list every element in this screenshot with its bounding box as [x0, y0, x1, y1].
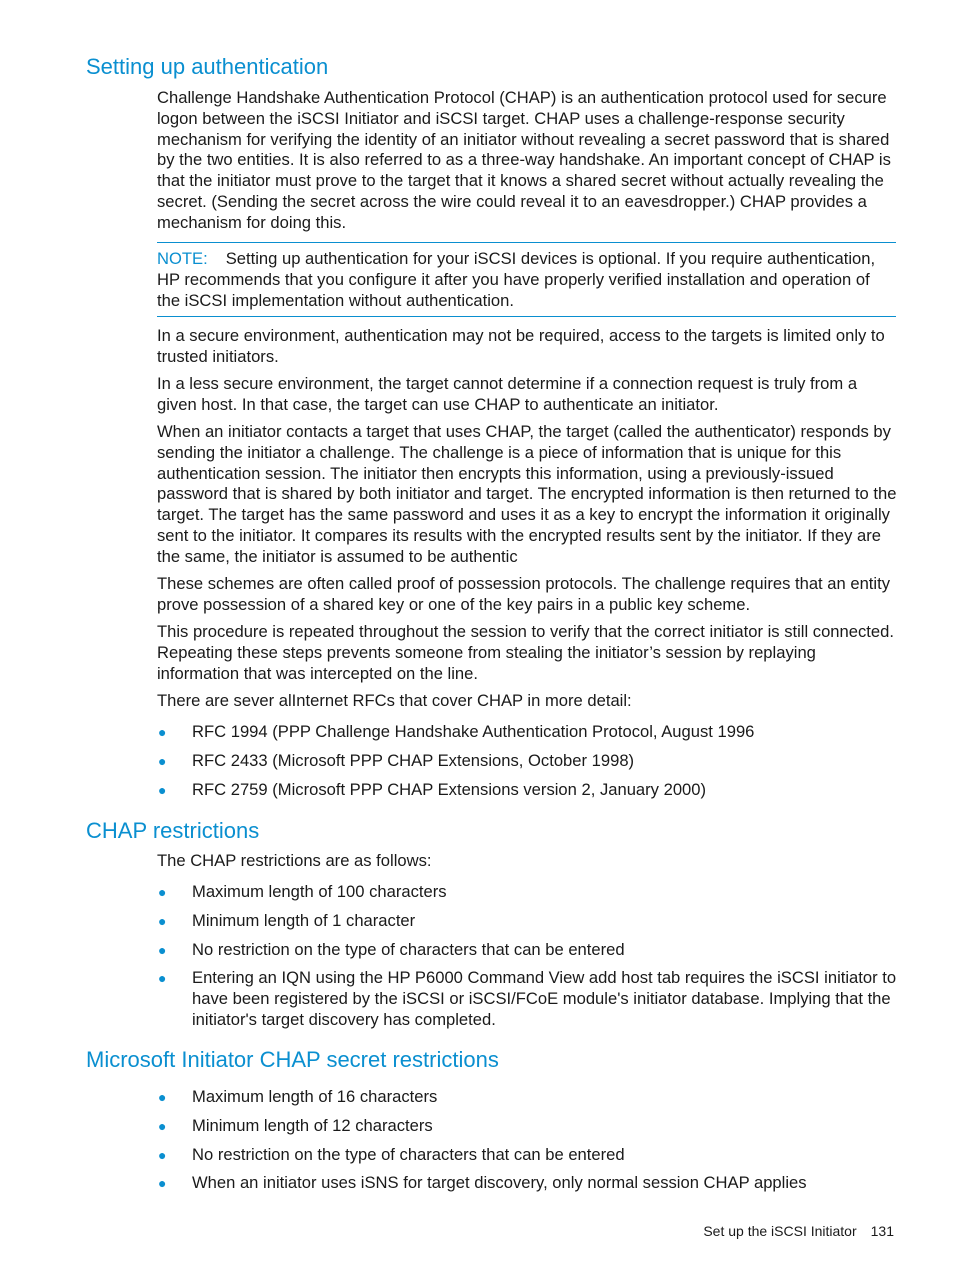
bullet-icon: ● — [158, 941, 167, 958]
list-item: ● Entering an IQN using the HP P6000 Command View add host tab requires the iSCSI initiator to have been registered by the iSCSI or iSCSI/FCoE module's initiator database. Implying that the initiator's target discovery has completed. — [158, 968, 897, 1029]
auth-paragraph-secure-env: In a secure environment, authentication may not be required, access to the targets is limited only to trusted initiators. — [157, 326, 885, 366]
list-item: ● Minimum length of 12 characters — [158, 1115, 433, 1135]
note-box — [157, 242, 896, 317]
bullet-icon: ● — [158, 752, 167, 769]
ms-restrictions-list — [157, 1087, 898, 1194]
list-item: ● No restriction on the type of characters that can be entered — [158, 939, 625, 959]
heading-setting-up-authentication: Setting up authentication — [86, 54, 329, 79]
chap-restrictions-list — [157, 882, 898, 1031]
auth-paragraph-challenge: When an initiator contacts a target that uses CHAP, the target (called the authenticator) responds by sending the initiator a challenge. The challenge is a piece of information that is unique for this authentication session. The initiator then encrypts this information, using a previously-issued password that is shared by both initiator and target. The encrypted information is then returned to the target. The target has the same password and uses it as a key to encrypt the information it originally sent to the initiator. It compares its results with the encrypted results sent by the initiator. If they are the same, the initiator is assumed to be authentic — [157, 422, 897, 566]
page-footer — [703, 1222, 894, 1240]
note-label: NOTE: — [157, 249, 208, 268]
bullet-icon: ● — [158, 1089, 167, 1105]
note-text: Setting up authentication for your iSCSI devices is optional. If you require authentication, HP recommends that you configure it after you have properly verified installation and operation of the iSCSI implementation without authentication. — [157, 249, 876, 310]
heading-microsoft-chap-secret-restrictions: Microsoft Initiator CHAP secret restrictions — [86, 1047, 499, 1072]
auth-paragraph-proof-of-possession: These schemes are often called proof of possession protocols. The challenge requires that an entity prove possession of a shared key or one of the key pairs in a public key scheme. — [157, 574, 891, 614]
bullet-icon: ● — [158, 884, 167, 900]
bullet-icon: ● — [158, 724, 167, 740]
bullet-icon: ● — [158, 1175, 167, 1192]
bullet-icon: ● — [158, 970, 167, 987]
bullet-icon: ● — [158, 912, 167, 929]
bullet-icon: ● — [158, 1146, 167, 1163]
list-item: ● RFC 1994 (PPP Challenge Handshake Authentication Protocol, August 1996 — [158, 722, 755, 741]
list-item: ● Maximum length of 100 characters — [158, 882, 447, 901]
list-item: ● RFC 2433 (Microsoft PPP CHAP Extensions, October 1998) — [158, 750, 635, 770]
list-item: ● Maximum length of 16 characters — [158, 1087, 438, 1106]
list-item: ● RFC 2759 (Microsoft PPP CHAP Extensions version 2, January 2000) — [158, 779, 707, 799]
list-item: ● Minimum length of 1 character — [158, 910, 416, 930]
page-number: 131 — [870, 1223, 894, 1239]
auth-paragraph-procedure: This procedure is repeated throughout the session to verify that the correct initiator is still connected. Repeating these steps prevents someone from stealing the initiator’s session by replaying information that was intercepted on the line. — [157, 622, 894, 683]
footer-title: Set up the iSCSI Initiator — [703, 1223, 857, 1239]
auth-paragraph-rfcs: There are sever alInternet RFCs that cover CHAP in more detail: — [157, 691, 632, 710]
list-item: ● No restriction on the type of characters that can be entered — [158, 1144, 625, 1164]
list-item: ● When an initiator uses iSNS for target discovery, only normal session CHAP applies — [158, 1173, 807, 1193]
chap-intro: The CHAP restrictions are as follows: — [157, 851, 432, 870]
heading-chap-restrictions: CHAP restrictions — [86, 818, 260, 843]
auth-intro-paragraph: Challenge Handshake Authentication Protocol (CHAP) is an authentication protocol used for secure logon between the iSCSI Initiator and iSCSI target. CHAP uses a challenge-response security mechanism for verifying the identity of an initiator without revealing a secret password that is shared by the two entities. It is also referred to as a three-way handshake. An important concept of CHAP is that the initiator must prove to the target that it knows a shared secret without actually revealing the secret. (Sending the secret across the wire could reveal it to an eavesdropper.) CHAP provides a mechanism for doing this. — [157, 88, 891, 232]
bullet-icon: ● — [158, 1117, 167, 1134]
rfc-list — [157, 722, 898, 800]
auth-paragraph-less-secure-env: In a less secure environment, the target cannot determine if a connection request is truly from a given host. In that case, the target can use CHAP to authenticate an initiator. — [157, 374, 858, 414]
bullet-icon: ● — [158, 781, 167, 798]
